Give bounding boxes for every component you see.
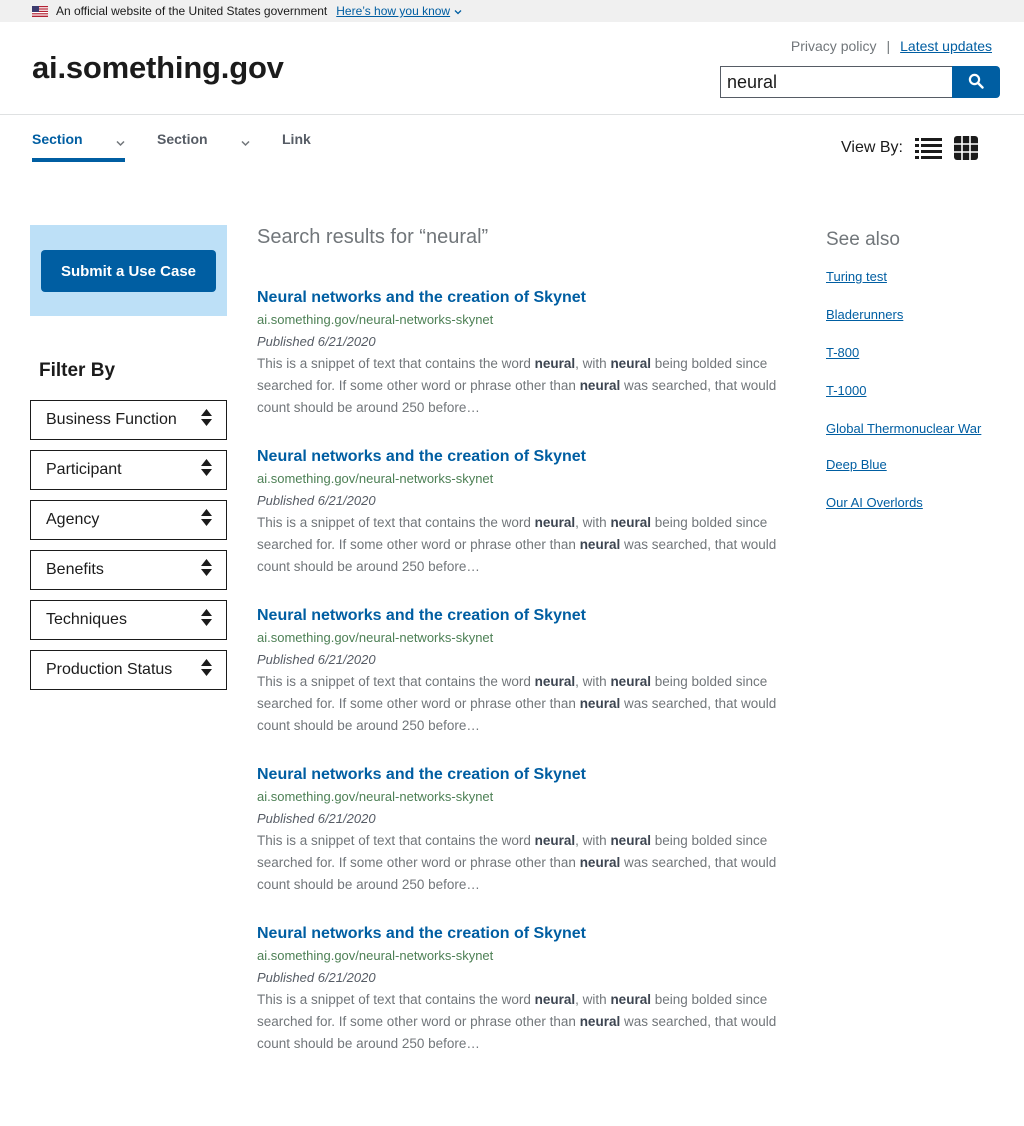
snippet-text: being bolded since (650, 992, 768, 1007)
snippet-term: neural (610, 674, 651, 689)
snippet-text: count should be around 250 before… (257, 400, 480, 415)
snippet-text: , with (575, 992, 611, 1007)
filter-business-function[interactable] (30, 400, 227, 440)
result-url: ai.something.gov/neural-networks-skynet (257, 948, 494, 963)
secondary-links (791, 38, 992, 54)
result-url: ai.something.gov/neural-networks-skynet (257, 630, 494, 645)
result-snippet (257, 989, 797, 1055)
snippet-term: neural (610, 515, 651, 530)
how-you-know-label: Here’s how you know (336, 4, 451, 18)
result-item (257, 447, 797, 606)
snippet-term: neural (610, 833, 651, 848)
view-by-control (841, 136, 978, 160)
privacy-policy-link[interactable]: Privacy policy (790, 38, 877, 54)
snippet-text: being bolded since (650, 674, 768, 689)
result-date: Published 6/21/2020 (257, 970, 376, 985)
snippet-text: count should be around 250 before… (257, 559, 480, 574)
view-by-label: View By: (841, 139, 903, 156)
filter-label: Agency (46, 511, 100, 528)
filter-agency[interactable] (30, 500, 227, 540)
result-date: Published 6/21/2020 (257, 334, 376, 349)
result-date: Published 6/21/2020 (257, 493, 376, 508)
chevron-down-icon (116, 134, 125, 152)
grid-view-icon[interactable] (954, 136, 978, 160)
snippet-term: neural (579, 855, 621, 870)
result-url: ai.something.gov/neural-networks-skynet (257, 789, 494, 804)
results-heading: Search results for “neural” (257, 226, 489, 248)
nav-link[interactable]: Link (282, 131, 311, 147)
filter-participant[interactable] (30, 450, 227, 490)
snippet-term: neural (534, 356, 576, 371)
sort-arrows-icon (201, 509, 212, 531)
snippet-text: being bolded since (650, 515, 768, 530)
snippet-text: searched for. If some other word or phrase other than (257, 537, 580, 552)
submit-use-case-panel (30, 225, 227, 316)
snippet-text: This is a snippet of text that contains the word (257, 356, 535, 371)
results-list (257, 288, 797, 1083)
result-item (257, 288, 797, 447)
snippet-term: neural (534, 992, 576, 1007)
snippet-term: neural (610, 356, 651, 371)
snippet-text: This is a snippet of text that contains the word (257, 674, 535, 689)
chevron-down-icon (454, 4, 462, 18)
result-date: Published 6/21/2020 (257, 811, 376, 826)
header-divider (0, 114, 1024, 115)
result-item (257, 924, 797, 1083)
filter-techniques[interactable] (30, 600, 227, 640)
result-title-link[interactable]: Neural networks and the creation of Skynet (257, 607, 586, 624)
snippet-text: was searched, that would (620, 378, 777, 393)
latest-updates-link[interactable]: Latest updates (900, 38, 992, 54)
see-also-link-our-ai-overlords[interactable]: Our AI Overlords (826, 495, 923, 510)
link-separator: | (886, 38, 891, 54)
chevron-down-icon (241, 134, 250, 152)
snippet-text: being bolded since (650, 356, 768, 371)
list-view-icon[interactable] (915, 137, 942, 159)
result-item (257, 606, 797, 765)
see-also-heading: See also (826, 229, 900, 250)
result-item (257, 765, 797, 924)
search-input[interactable] (720, 66, 952, 98)
snippet-text: being bolded since (650, 833, 768, 848)
gov-banner-text: An official website of the United States government (56, 4, 328, 18)
see-also-link-deep-blue[interactable]: Deep Blue (826, 457, 887, 472)
result-url: ai.something.gov/neural-networks-skynet (257, 312, 494, 327)
snippet-term: neural (534, 833, 576, 848)
result-title-link[interactable]: Neural networks and the creation of Skynet (257, 766, 586, 783)
how-you-know-link[interactable] (336, 4, 462, 18)
site-title[interactable]: ai.something.gov (32, 50, 284, 85)
result-snippet (257, 830, 797, 896)
snippet-text: This is a snippet of text that contains the word (257, 515, 535, 530)
result-snippet (257, 353, 797, 419)
sort-arrows-icon (201, 409, 212, 431)
snippet-text: was searched, that would (620, 537, 777, 552)
snippet-term: neural (534, 515, 576, 530)
nav-active-indicator (32, 158, 125, 162)
search-form (720, 66, 1000, 98)
snippet-text: , with (575, 356, 611, 371)
nav-section-1[interactable]: Section (32, 131, 83, 147)
snippet-text: searched for. If some other word or phrase other than (257, 855, 580, 870)
result-url: ai.something.gov/neural-networks-skynet (257, 471, 494, 486)
snippet-text: searched for. If some other word or phrase other than (257, 378, 580, 393)
filter-benefits[interactable] (30, 550, 227, 590)
nav-section-2[interactable]: Section (157, 131, 208, 147)
sort-arrows-icon (201, 559, 212, 581)
see-also-link-t-800[interactable]: T-800 (826, 345, 860, 360)
filter-label: Techniques (46, 611, 127, 628)
see-also-link-global-thermonuclear-war[interactable]: Global Thermonuclear War (826, 421, 982, 436)
snippet-text: , with (575, 515, 611, 530)
search-button[interactable] (952, 66, 1000, 98)
snippet-text: was searched, that would (620, 855, 777, 870)
snippet-term: neural (534, 674, 576, 689)
filter-production-status[interactable] (30, 650, 227, 690)
snippet-term: neural (610, 992, 651, 1007)
result-title-link[interactable]: Neural networks and the creation of Skynet (257, 448, 586, 465)
sort-arrows-icon (201, 609, 212, 631)
snippet-text: was searched, that would (620, 696, 777, 711)
sort-arrows-icon (201, 459, 212, 481)
snippet-text: searched for. If some other word or phrase other than (257, 696, 580, 711)
snippet-text: This is a snippet of text that contains the word (257, 992, 535, 1007)
filter-by-heading: Filter By (39, 360, 116, 381)
see-also-link-t-1000[interactable]: T-1000 (826, 383, 867, 398)
search-icon (968, 73, 984, 92)
snippet-text: count should be around 250 before… (257, 1036, 480, 1051)
snippet-text: , with (575, 833, 611, 848)
filter-label: Participant (46, 461, 122, 478)
gov-banner (0, 0, 1024, 22)
us-flag-icon (32, 6, 48, 17)
snippet-text: searched for. If some other word or phrase other than (257, 1014, 580, 1029)
snippet-text: was searched, that would (620, 1014, 777, 1029)
filter-label: Business Function (46, 411, 177, 428)
filter-label: Benefits (46, 561, 104, 578)
snippet-term: neural (579, 1014, 621, 1029)
result-title-link[interactable]: Neural networks and the creation of Skynet (257, 925, 586, 942)
submit-use-case-button[interactable]: Submit a Use Case (41, 250, 216, 292)
snippet-text: count should be around 250 before… (257, 718, 480, 733)
filter-label: Production Status (46, 661, 173, 678)
result-snippet (257, 671, 797, 737)
snippet-text: , with (575, 674, 611, 689)
snippet-text: count should be around 250 before… (257, 877, 480, 892)
snippet-term: neural (579, 696, 621, 711)
see-also-link-bladerunners[interactable]: Bladerunners (826, 307, 904, 322)
sort-arrows-icon (201, 659, 212, 681)
result-snippet (257, 512, 797, 578)
snippet-term: neural (579, 378, 621, 393)
snippet-term: neural (579, 537, 621, 552)
result-title-link[interactable]: Neural networks and the creation of Skynet (257, 289, 586, 306)
see-also-link-turing-test[interactable]: Turing test (826, 269, 887, 284)
snippet-text: This is a snippet of text that contains the word (257, 833, 535, 848)
result-date: Published 6/21/2020 (257, 652, 376, 667)
